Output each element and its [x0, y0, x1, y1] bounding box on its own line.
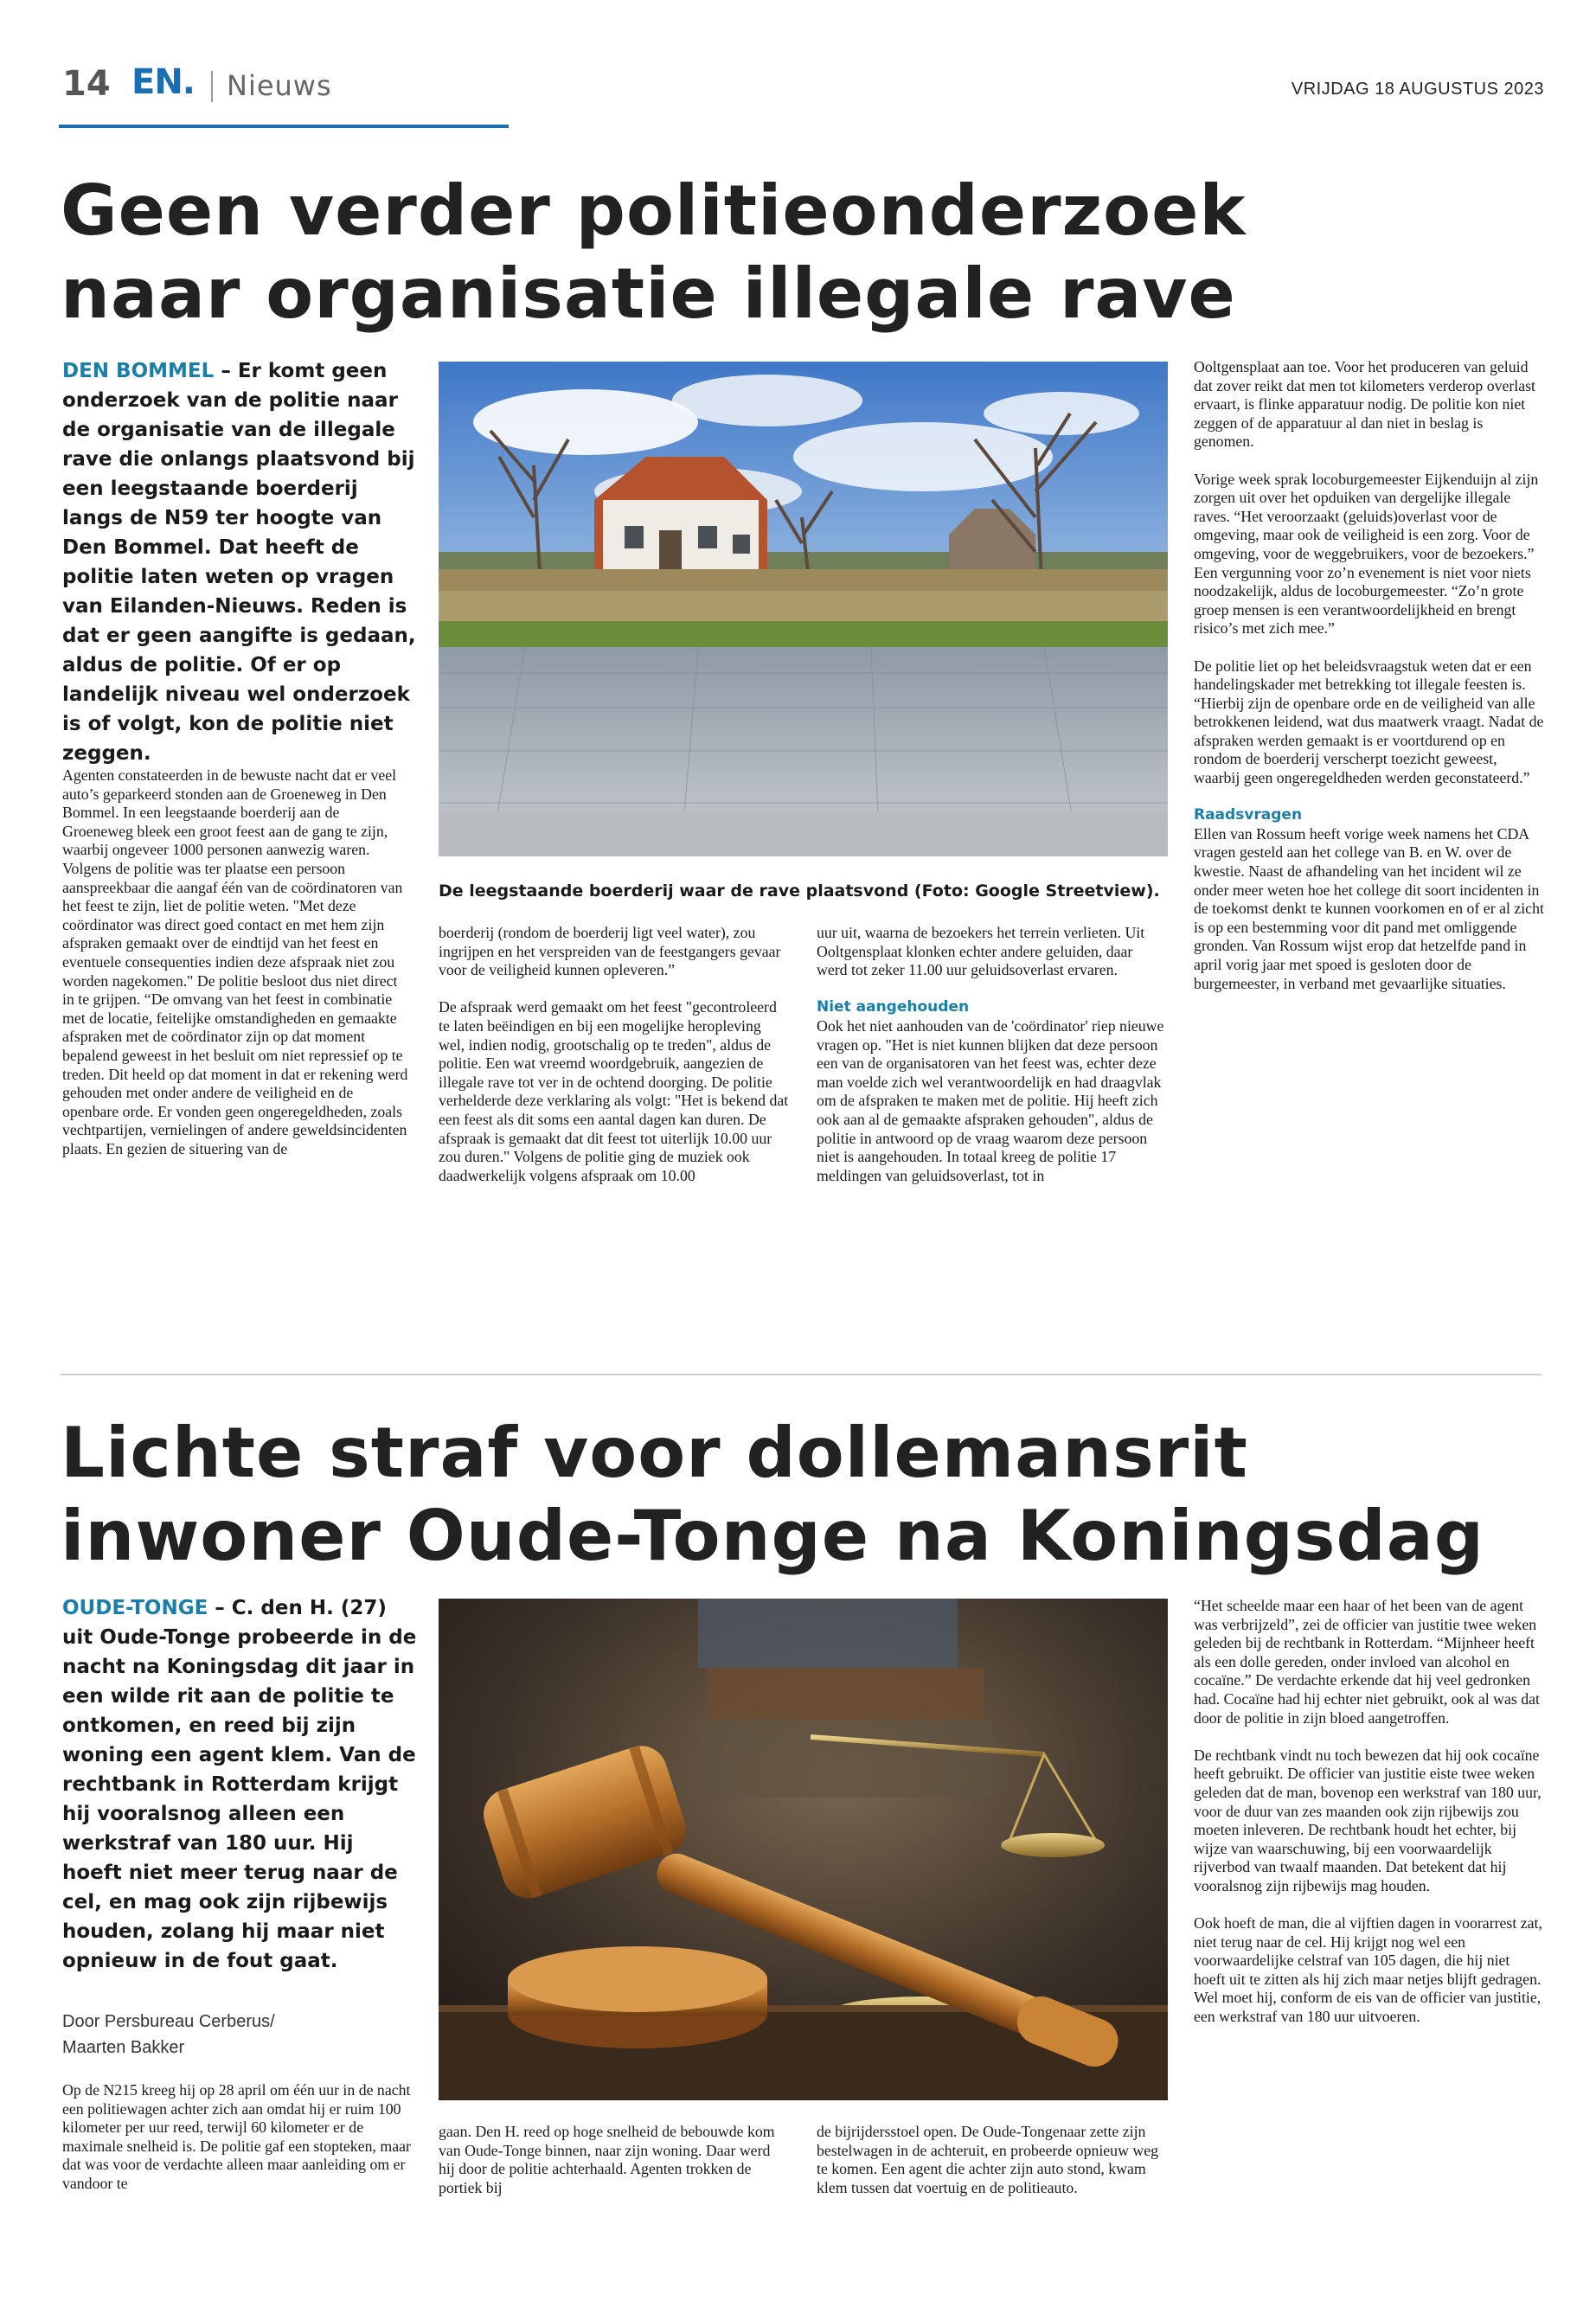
article1-col4-paragraph: Ooltgensplaat aan toe. Voor het produceren van geluid dat zover reikt dat men tot kilometers verderop overlast ervaart, is flinke apparatuur nodig. De politie kon niet zeggen of de apparatuur al dan niet in beslag is genomen. — [1194, 358, 1535, 451]
article1-headline-line2: naar organisatie illegale rave — [61, 253, 1236, 334]
article2-col1-paragraph: Op de N215 kreeg hij op 28 april om één uur in de nacht een politiewagen achter zich aan omdat hij er ruim 100 kilometer per uur reed, terwijl 60 kilometer er de maximale snelheid is. De politie gaf een stopteken, maar dat was voor de verdachte alleen maar aanleiding om er vandoor te — [62, 2081, 411, 2192]
article1-headline — [61, 170, 1247, 336]
header-divider — [211, 71, 213, 102]
article2-col4 — [1194, 1597, 1544, 2045]
article1-col4-paragraph: Ellen van Rossum heeft vorige week namens het CDA vragen gesteld aan het college van B. en W. over de kwestie. Naast de afhandeling van het incident wil ze onder meer weten hoe het college dit soort incidenten in de toekomst denkt te kunnen voorkomen en of er al zicht is op een bestemming voor dit pand met omliggende gronden. Van Rossum wijst erop dat hetzelfde pand in april vorig jaar met spoed is gesloten door de burgemeester, in verband met gevaarlijke situaties. — [1194, 824, 1544, 992]
section-name: Nieuws — [227, 69, 332, 102]
article1-col1 — [62, 766, 412, 1177]
article2-col4-paragraph: “Het scheelde maar een haar of het been van de agent was verbrijzeld”, zei de officier van justitie twee weken geleden bij de rechtbank in Rotterdam. “Mijnheer heeft als een dolle gereden, onder invloed van alcohol en cocaïne.” De verdachte erkende dat hij veel gedronken had. Cocaïne had hij echter niet gebruikt, ook al was dat door de politie in zijn bloed aangetroffen. — [1194, 1597, 1540, 1727]
article2-col4-paragraph: Ook hoeft de man, die al vijftien dagen in voorarrest zat, niet terug naar de cel. Hij krijgt nog wel een voorwaardelijke celstraf van 105 dagen, die hij niet hoeft uit te zitten als hij zich maar netjes blijft gedragen. Wel moet hij, conform de eis van de officier van justitie, een werkstraf van 180 uur uitvoeren. — [1194, 1914, 1542, 2026]
article1-col4-paragraph: Vorige week sprak locoburgemeester Eijkenduijn al zijn zorgen uit over het opduiken van dergelijke illegale raves. “Het veroorzaakt (geluids)overlast voor de omgeving, maar ook de veiligheid is een zorg. Voor de omgeving, voor de weggebruikers, voor de bezoekers.” Een vergunning voor zo’n evenement is niet voor niets noodzakelijk, aldus de locoburgemeester. “Zo’n grote groep mensen is een verantwoordelijkheid en brengt risico’s met zich mee.” — [1194, 470, 1539, 638]
page-number: 14 — [62, 64, 111, 104]
article-divider — [61, 1374, 1542, 1375]
article1-lead — [62, 356, 417, 768]
article2-col1 — [62, 2081, 412, 2212]
article1-col2-paragraph: boerderij (rondom de boerderij ligt veel water), zou ingrijpen en het verspreiden van de feestgangers gevaar voor de veiligheid kunnen opleveren.” — [439, 924, 781, 979]
article1-photo — [439, 362, 1168, 856]
header-rule — [59, 125, 509, 128]
article2-col4-paragraph: De rechtbank vindt nu toch bewezen dat hij ook cocaïne heeft gebruikt. De officier van justitie eiste twee weken geleden dat de man, bovenop een werkstraf van 180 uur, voor de duur van zes maanden ook zijn rijbewijs zou moeten inleveren. De rechtbank houdt het echter, bij wijze van waarschuwing, bij een voorwaardelijk rijverbod van twaalf maanden. Dat betekent dat hij vooralsnog zijn rijbewijs mag houden. — [1194, 1746, 1542, 1894]
article1-col4-paragraph: De politie liet op het beleidsvraagstuk weten dat er een handelingskader met betrekking tot illegale feesten is. “Hierbij zijn de openbare orde en de veiligheid van alle betrokkenen leidend, wat dus maatwerk vraagt. Nadat de afspraken werden gemaakt is er voortdurend op en rondom de boerderij verscherpt toezicht geweest, waarbij geen ongeregeldheden werden geconstateerd.” — [1194, 657, 1544, 787]
article2-headline — [61, 1412, 1484, 1578]
newspaper-logo: EN. — [131, 62, 195, 102]
article1-dateline: DEN BOMMEL — [62, 360, 215, 382]
article2-col3-paragraph: de bijrijdersstoel open. De Oude-Tongenaar zette zijn bestelwagen in de achteruit, en probeerde opnieuw weg te komen. Een agent die achter zijn auto stond, kwam klem tussen dat voertuig en de politieauto. — [817, 2123, 1158, 2196]
article1-col4 — [1194, 358, 1544, 1012]
article2-dateline: OUDE-TONGE — [62, 1597, 208, 1619]
issue-date: VRIJDAG 18 AUGUSTUS 2023 — [1291, 80, 1544, 99]
article1-headline-line1: Geen verder politieonderzoek — [61, 170, 1247, 251]
article2-headline-line1: Lichte straf voor dollemansrit — [61, 1413, 1248, 1493]
article2-byline-line2: Maarten Bakker — [62, 2038, 185, 2057]
article1-subheading-raadsvragen: Raadsvragen — [1194, 806, 1303, 824]
article1-col3-paragraph: uur uit, waarna de bezoekers het terrein verlieten. Uit Ooltgensplaat klonken echter andere geluiden, daar werd tot zeker 11.00 uur geluidsoverlast ervaren. — [817, 924, 1145, 979]
gavel-photo-icon — [439, 1599, 1168, 2100]
article1-col2 — [439, 924, 789, 1204]
article1-col3-paragraph: Ook het niet aanhouden van de 'coördinator' riep nieuwe vragen op. "Het is niet kunnen blijken dat deze persoon een van de organisatoren van het feest was, echter deze man voelde zich wel verantwoordelijk en had draagvlak om de afspraken te maken met de politie. Hij heeft zich ook aan al de gemaakte afspraken gehouden", aldus de politie in antwoord op de vraag waarom deze persoon niet is aangehouden. In totaal kreeg de politie 17 meldingen van geluidsoverlast, tot in — [817, 1016, 1164, 1184]
article1-col3 — [817, 924, 1167, 1204]
article2-col2 — [439, 2123, 789, 2216]
article1-col2-paragraph: De afspraak werd gemaakt om het feest "gecontroleerd te laten beëindigen en bij een mogelijke heropleving wel, indien nodig, grootschalig op te treden", aldus de politie. Een wat vreemd woordgebruik, aangezien de illegale rave tot ver in de ochtend doorging. De politie verhelderde deze verklaring als volgt: "Het is bekend dat een feest als dit soms een aantal dagen kan duren. De afspraak is gemaakt dat dit feest tot uiterlijk 10.00 uur zou duren." Volgens de politie ging de muziek ook daadwerkelijk volgens afspraak om 10.00 — [439, 998, 789, 1184]
farmhouse-photo-icon — [439, 362, 1168, 856]
article1-subheading-niet-aangehouden: Niet aangehouden — [817, 998, 970, 1016]
article2-photo — [439, 1599, 1168, 2100]
article1-photo-caption: De leegstaande boerderij waar de rave plaatsvond (Foto: Google Streetview). — [439, 881, 1160, 901]
article2-headline-line2: inwoner Oude-Tonge na Koningsdag — [61, 1496, 1484, 1576]
article2-col3 — [817, 2123, 1167, 2216]
article2-col2-paragraph: gaan. Den H. reed op hoge snelheid de bebouwde kom van Oude-Tonge binnen, naar zijn woning. Daar werd hij door de politie achterhaald. Agenten trokken de portiek bij — [439, 2123, 775, 2196]
article2-byline-line1: Door Persbureau Cerberus/ — [62, 2012, 275, 2031]
article2-byline — [62, 2009, 417, 2061]
article2-lead — [62, 1593, 417, 1976]
article2-lead-text: – C. den H. (27) uit Oude-Tonge probeerde in de nacht na Koningsdag dit jaar in een wilde rit aan de politie te ontkomen, en reed bij zijn woning een agent klem. Van de rechtbank in Rotterdam krijgt hij vooralsnog alleen een werkstraf van 180 uur. Hij hoeft niet meer terug naar de cel, en mag ook zijn rijbewijs houden, zolang hij maar niet opnieuw in de fout gaat. — [62, 1597, 417, 1972]
article1-col1-paragraph: Agenten constateerden in de bewuste nacht dat er veel auto’s geparkeerd stonden aan de Groeneweg in Den Bommel. In een leegstaande boerderij aan de Groeneweg bleek een groot feest aan de gang te zijn, waarbij ongeveer 1000 personen aanwezig waren. Volgens de politie was ter plaatse een persoon aanspreekbaar die aangaf één van de coördinatoren van het feest te zijn, liet de politie weten. "Met deze coördinator was direct goed contact en met hem zijn afspraken gemaakt over de eindtijd van het feest en eventuele consequenties indien deze afspraak niet zou worden nagekomen." De politie besloot dus niet direct in te grijpen. “De omvang van het feest in combinatie met de locatie, feitelijke omstandigheden en gemaakte afspraken met de coördinator zijn op dat moment bepalend geweest in het besluit om niet repressief op te treden. Dit heeld op dat moment in dat er rekening werd gehouden met onder andere de veiligheid en de openbare orde. Er vonden geen ongeregeldheden, zoals vechtpartijen, vernielingen of andere geweldsincidenten plaats. En gezien de situering van de — [62, 766, 408, 1157]
article1-lead-text: – Er komt geen onderzoek van de politie naar de organisatie van de illegale rave die onlangs plaatsvond bij een leegstaande boerderij langs de N59 ter hoogte van Den Bommel. Dat heeft de politie laten weten op vragen van Eilanden-Nieuws. Reden is dat er geen aangifte is gedaan, aldus de politie. Of er op landelijk niveau wel onderzoek is of volgt, kon de politie niet zeggen. — [62, 360, 416, 765]
